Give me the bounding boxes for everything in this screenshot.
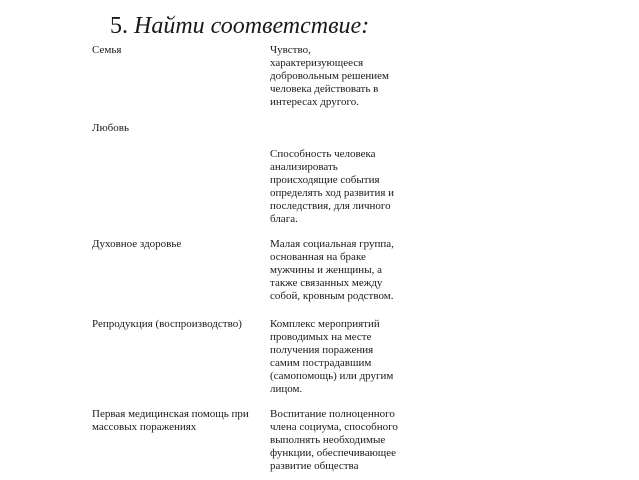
definition-feeling: Чувство, характеризующееся добровольным решением человека действовать в интересах другого. (270, 44, 390, 108)
term-first-aid: Первая медицинская помощь при массовых поражениях (92, 408, 249, 433)
definition-measures-complex: Комплекс мероприятий проводимых на месте получения поражения самим пострадавшим (самопомощь) или другим лицом. (270, 318, 394, 395)
term-spiritual-health: Духовное здоровье (92, 238, 182, 250)
task-title (110, 12, 369, 40)
task-heading: Найти соответствие: (134, 13, 370, 39)
definition-social-group: Малая социальная группа, основанная на браке мужчины и женщины, а также связанных между собой, кровным родством. (270, 238, 394, 302)
definition-ability: Способность человека анализировать происходящие события определять ход развития и последствия, для личного блага. (270, 148, 395, 225)
definition-upbringing: Воспитание полноценного члена социума, способного выполнять необходимые функции, обеспечивающее развитие общества (270, 408, 398, 472)
term-family: Семья (92, 44, 122, 56)
term-reproduction: Репродукция (воспроизводство) (92, 318, 242, 330)
task-number: 5. (110, 13, 128, 39)
term-love: Любовь (92, 122, 129, 134)
